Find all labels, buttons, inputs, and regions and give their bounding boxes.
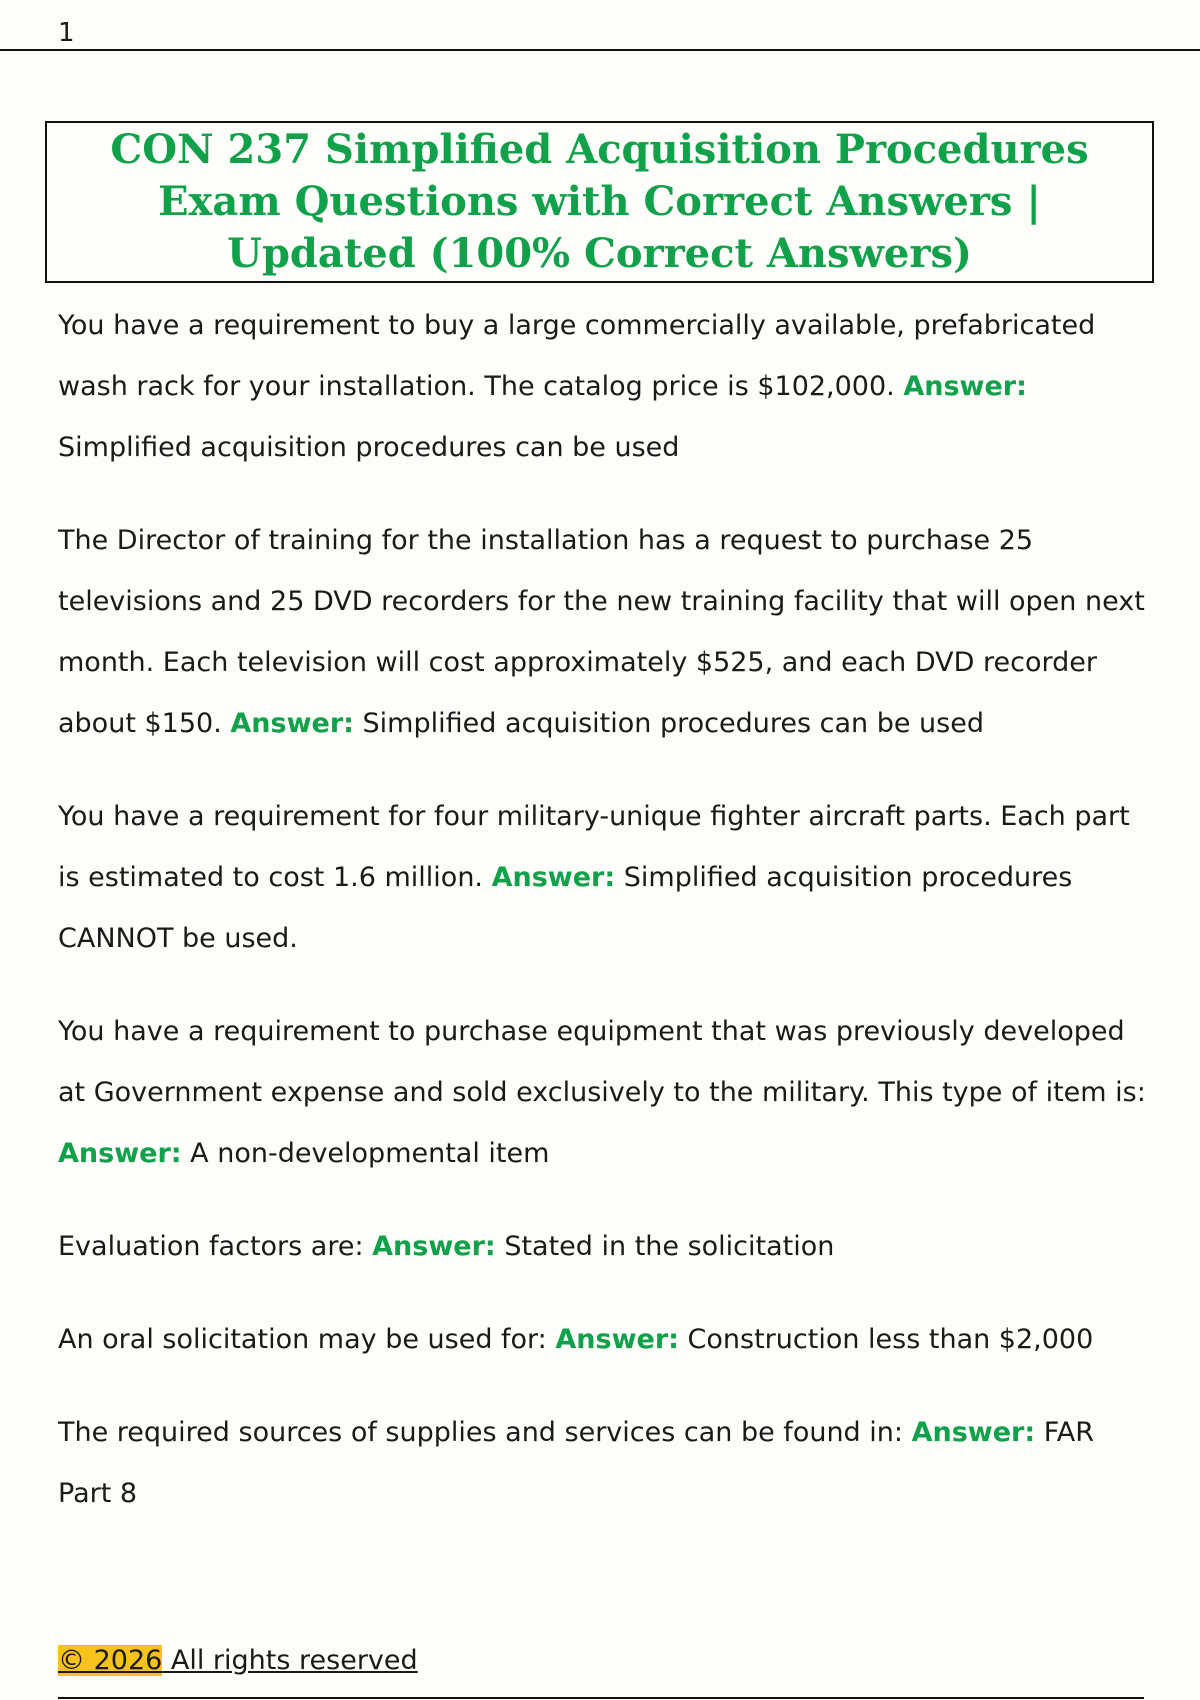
- title-box: [45, 121, 1154, 283]
- question-text: You have a requirement to purchase equipment that was previously developed at Government expense and sold exclusively to the military. This type of item is:: [58, 1016, 1146, 1108]
- copyright-footer: [58, 1643, 418, 1679]
- copyright-year: © 2026: [58, 1645, 163, 1676]
- answer-label: Answer:: [58, 1138, 182, 1169]
- answer-label: Answer:: [555, 1324, 679, 1355]
- page-number: 1: [58, 18, 75, 48]
- question-text: You have a requirement for four military-unique fighter aircraft parts. Each part is estimated to cost 1.6 million.: [58, 801, 1130, 893]
- qa-item: [58, 1001, 1148, 1184]
- qa-item: [58, 1402, 1148, 1524]
- page-header: [0, 0, 1200, 51]
- footer-divider: [58, 1697, 1144, 1699]
- answer-text: Stated in the solicitation: [504, 1231, 835, 1262]
- qa-item: [58, 786, 1148, 969]
- question-text: The Director of training for the installation has a request to purchase 25 televisions and 25 DVD recorders for the new training facility that will open next month. Each television will cost approximately $525, and each DVD recorder about $150.: [58, 525, 1145, 739]
- answer-text: Simplified acquisition procedures can be used: [58, 432, 680, 463]
- answer-text: Simplified acquisition procedures can be used: [362, 708, 984, 739]
- qa-item: [58, 295, 1148, 478]
- answer-label: Answer:: [491, 862, 616, 893]
- answer-text: FAR Part 8: [58, 1417, 1095, 1509]
- qa-list: [58, 295, 1148, 1524]
- qa-item: [58, 1216, 1148, 1277]
- answer-text: Construction less than $2,000: [687, 1324, 1094, 1355]
- answer-label: Answer:: [911, 1417, 1036, 1448]
- answer-text: Simplified acquisition procedures CANNOT be used.: [58, 862, 1073, 954]
- copyright-text: All rights reserved: [162, 1645, 418, 1676]
- question-text: Evaluation factors are:: [58, 1231, 364, 1262]
- answer-label: Answer:: [903, 371, 1027, 402]
- qa-item: [58, 1309, 1148, 1370]
- question-text: An oral solicitation may be used for:: [58, 1324, 547, 1355]
- qa-item: [58, 510, 1148, 754]
- answer-label: Answer:: [230, 708, 354, 739]
- question-text: The required sources of supplies and services can be found in:: [58, 1417, 903, 1448]
- answer-text: A non-developmental item: [190, 1138, 550, 1169]
- answer-label: Answer:: [372, 1231, 496, 1262]
- document-title: CON 237 Simplified Acquisition Procedures Exam Questions with Correct Answers | Updated (100% Correct Answers): [110, 126, 1089, 277]
- question-text: You have a requirement to buy a large commercially available, prefabricated wash rack for your installation. The catalog price is $102,000.: [58, 310, 1096, 402]
